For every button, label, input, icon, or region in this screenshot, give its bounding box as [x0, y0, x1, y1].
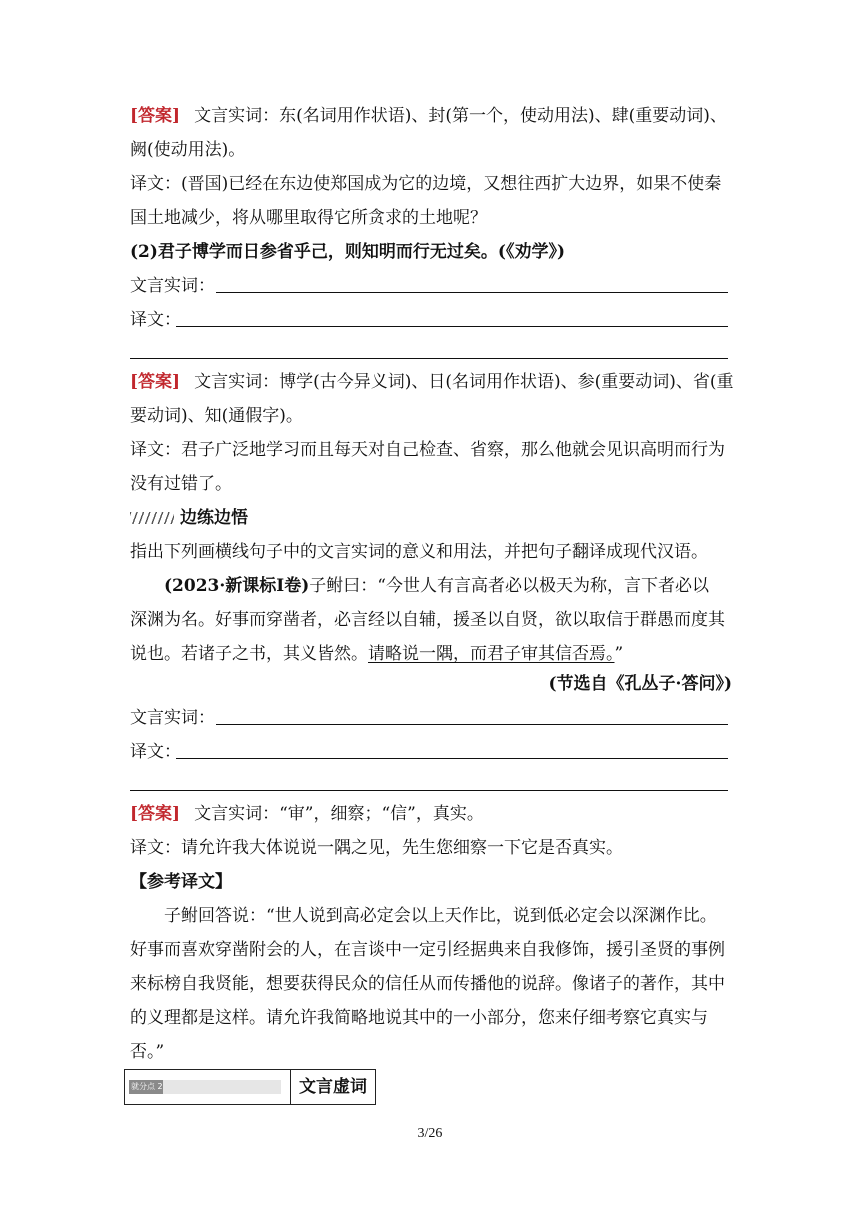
passage-line: 深渊为名。好事而穿凿者，必言经以自辅，援圣以自贤，欲以取信于群愚而度其	[130, 610, 725, 630]
translation-answer-blank[interactable]	[176, 326, 728, 327]
translation-field-label: 译文：	[130, 310, 181, 330]
reference-heading: 【参考译文】	[130, 872, 232, 892]
vocab-answer-blank[interactable]	[216, 724, 728, 725]
practice-instruction: 指出下列画横线句子中的文言实词的意义和用法，并把句子翻译成现代汉语。	[130, 542, 708, 562]
section-title: 文言虚词	[299, 1077, 367, 1097]
vocab-field-label: 文言实词：	[130, 276, 215, 296]
answer-translation-line-cont: 没有过错了。	[130, 474, 232, 494]
question-prompt: (2)君子博学而日参省乎己，则知明而行无过矣。(《劝学》)	[130, 242, 566, 262]
answer-translation-line-cont: 国土地减少，将从哪里取得它所贪求的土地呢？	[130, 208, 487, 228]
vocab-answer-blank[interactable]	[216, 292, 728, 293]
answer-vocab-line: [答案] 文言实词：东(名词用作状语)、封(第一个，使动用法)、肆(重要动词)、	[130, 106, 727, 126]
passage-source: (2023·新课标Ⅰ卷)	[164, 576, 310, 596]
answer-translation-line: 译文：请允许我大体说说一隅之见，先生您细察一下它是否真实。	[130, 838, 623, 858]
answer-tag: [答案]	[130, 372, 181, 392]
passage-line: 说也。若诸子之书，其义皆然。请略说一隅，而君子审其信否焉。”	[130, 644, 624, 664]
reference-line: 的义理都是这样。请允许我简略地说其中的一小部分，您来仔细考察它真实与	[130, 1008, 708, 1028]
section-tag: 就分点 2	[129, 1080, 163, 1094]
answer-translation-line: 译文：(晋国)已经在东边使郑国成为它的边境，又想往西扩大边界，如果不使秦	[130, 174, 722, 194]
page-number: 3/26	[417, 1126, 443, 1141]
vocab-field-label: 文言实词：	[130, 708, 215, 728]
answer-translation-line: 译文：君子广泛地学习而且每天对自己检查、省察，那么他就会见识高明而行为	[130, 440, 725, 460]
section-tag-area	[129, 1080, 281, 1094]
reference-line: 来标榜自我贤能，想要获得民众的信任从而传播他的说辞。像诸子的著作，其中	[130, 974, 725, 994]
translation-answer-blank[interactable]	[176, 758, 728, 759]
reference-line: 好事而喜欢穿凿附会的人，在言谈中一定引经据典来自我修饰，援引圣贤的事例	[130, 940, 725, 960]
answer-tag: [答案]	[130, 804, 181, 824]
answer-vocab-line: [答案] 文言实词：“审”，细察；“信”，真实。	[130, 804, 484, 824]
answer-vocab-line-cont: 要动词)、知(通假字)。	[130, 406, 303, 426]
passage-citation: (节选自《孔丛子·答问》)	[548, 674, 732, 694]
translation-field-label: 译文：	[130, 742, 181, 762]
section-header-box	[124, 1069, 376, 1105]
underlined-sentence: 请略说一隅，而君子审其信否焉。	[368, 644, 615, 664]
translation-answer-blank-2[interactable]	[130, 358, 728, 359]
practice-heading: 边练边悟	[130, 506, 732, 530]
answer-vocab-line: [答案] 文言实词：博学(古今异义词)、日(名词用作状语)、参(重要动词)、省(重	[130, 372, 734, 392]
answer-tag: [答案]	[130, 106, 181, 126]
hatch-decoration	[130, 512, 174, 524]
reference-line: 否。”	[130, 1042, 165, 1062]
answer-vocab-line-cont: 阙(使动用法)。	[130, 140, 246, 160]
translation-answer-blank-2[interactable]	[130, 790, 728, 791]
passage-line: (2023·新课标Ⅰ卷)子鲋曰：“今世人有言高者必以极天为称，言下者必以	[164, 576, 709, 596]
reference-line: 子鲋回答说：“世人说到高必定会以上天作比，说到低必定会以深渊作比。	[164, 906, 717, 926]
